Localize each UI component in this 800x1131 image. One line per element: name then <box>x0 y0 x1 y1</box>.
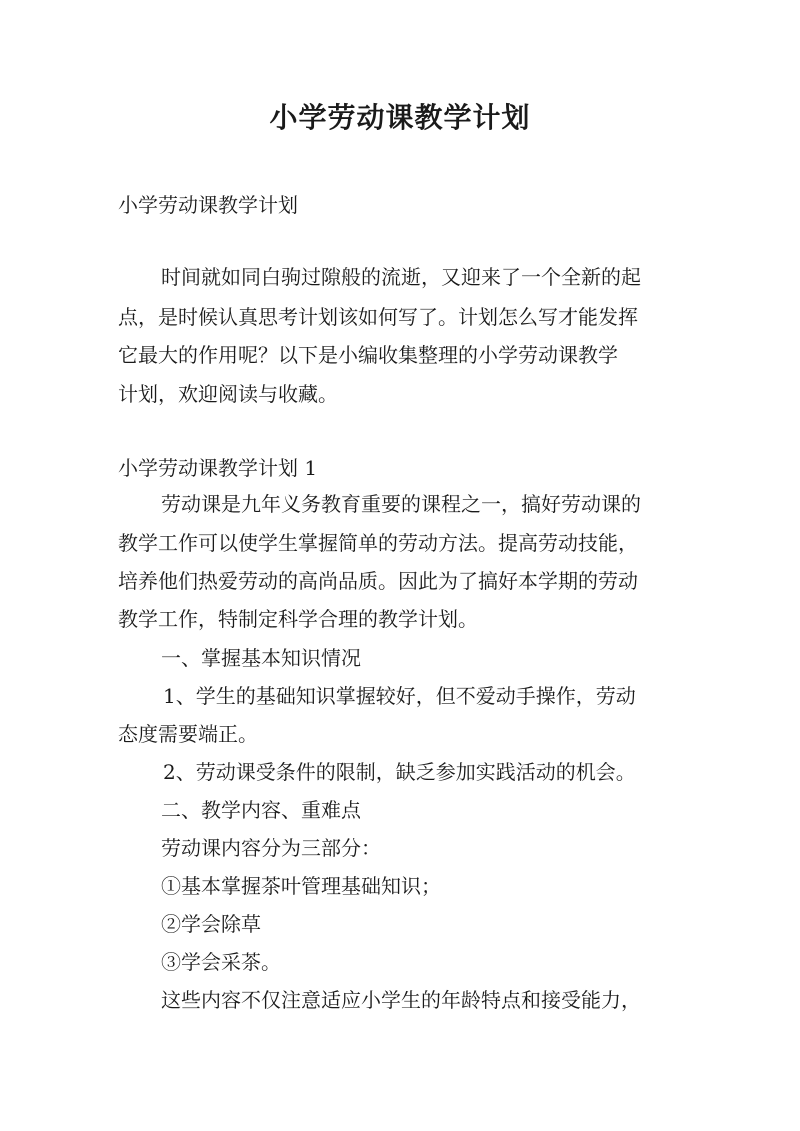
intro-line-4: 计划，欢迎阅读与收藏。 <box>118 382 338 406</box>
body-line: 培养他们热爱劳动的高尚品质。因此为了搞好本学期的劳动 <box>118 569 638 593</box>
list-item: ②学会除草 <box>161 912 261 936</box>
body-line: 1、学生的基础知识掌握较好，但不爱动手操作，劳动 <box>163 684 636 708</box>
body-line: 教学工作可以使学生掌握简单的劳动方法。提高劳动技能， <box>118 531 638 555</box>
intro-line-3: 它最大的作用呢？以下是小编收集整理的小学劳动课教学 <box>118 343 618 367</box>
body-line: 劳动课内容分为三部分： <box>161 836 381 860</box>
body-line: 态度需要端正。 <box>118 722 258 746</box>
document-title: 小学劳动课教学计划 <box>269 101 531 134</box>
body-line: 劳动课是九年义务教育重要的课程之一，搞好劳动课的 <box>161 492 641 516</box>
intro-line-2: 点，是时候认真思考计划该如何写了。计划怎么写才能发挥 <box>118 305 638 329</box>
body-line: 这些内容不仅注意适应小学生的年龄特点和接受能力， <box>161 988 641 1012</box>
section-heading: 小学劳动课教学计划 1 <box>118 456 318 480</box>
body-line: 教学工作，特制定科学合理的教学计划。 <box>118 607 478 631</box>
list-item: ③学会采茶。 <box>161 950 281 974</box>
list-item: ①基本掌握茶叶管理基础知识； <box>161 874 441 898</box>
intro-line-1: 时间就如同白驹过隙般的流逝，又迎来了一个全新的起 <box>161 265 641 289</box>
body-line: 2、劳动课受条件的限制，缺乏参加实践活动的机会。 <box>163 760 636 784</box>
body-heading-1: 一、掌握基本知识情况 <box>161 646 361 670</box>
body-heading-2: 二、教学内容、重难点 <box>161 798 361 822</box>
subtitle: 小学劳动课教学计划 <box>118 193 298 217</box>
